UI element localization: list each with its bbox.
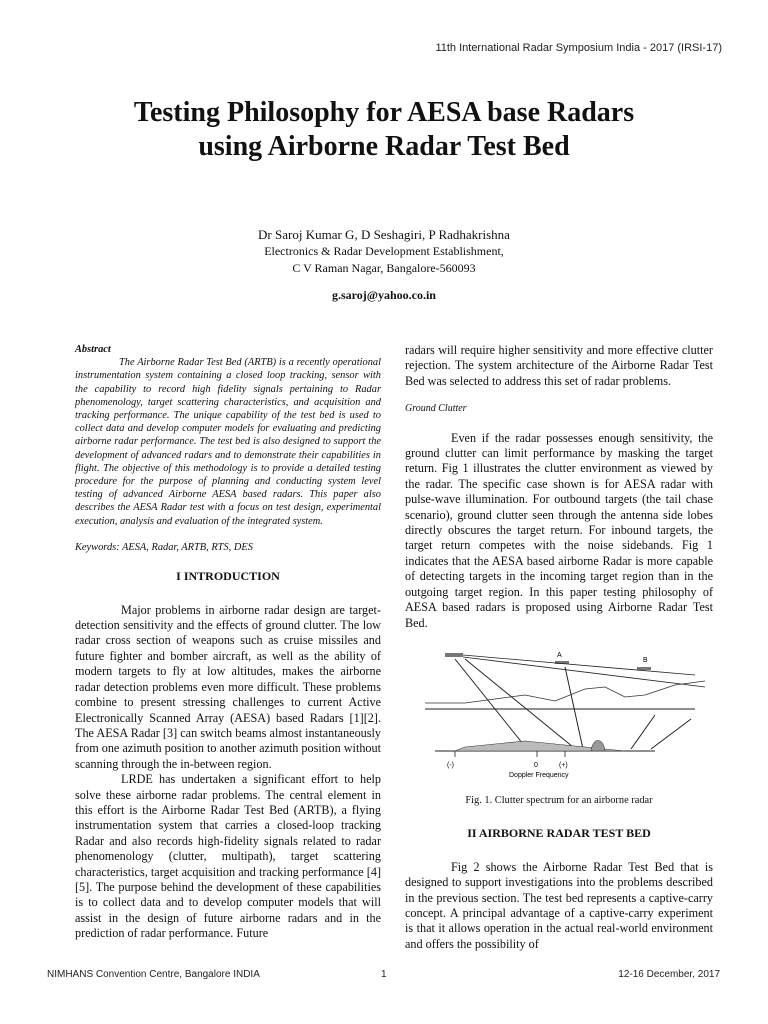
beam-ray-1 bbox=[455, 659, 527, 749]
intro-paragraph-2: LRDE has undertaken a significant effort to help solve these airborne radar problems. The central element in this effort is the Airborne Radar Test Bed (ARTB), a flying instrumentation system that carries a closed-loop tracking Radar and also records high-fidelity signals related to radar phenomenology (clutter, multipath), target scattering characteristics, target acquisition and tracking performance [4][5]. The purpose behind the development of these capabilities is to collect data and to develop computer models that will assist in the design of future airborne radars and in the prediction of radar performance. Future bbox=[75, 772, 381, 941]
beam-ray-5 bbox=[651, 719, 691, 749]
line-of-sight-a bbox=[463, 655, 695, 675]
paper-title bbox=[0, 96, 768, 164]
tick-label-zero: 0 bbox=[534, 761, 538, 769]
target-b-icon bbox=[637, 667, 651, 670]
mainlobe-clutter-peak bbox=[591, 740, 605, 751]
beam-ray-3 bbox=[565, 667, 583, 749]
title-line-2: using Airborne Radar Test Bed bbox=[198, 131, 570, 162]
section-heading-test-bed: II AIRBORNE RADAR TEST BED bbox=[467, 826, 651, 841]
footer-date: 12-16 December, 2017 bbox=[618, 969, 720, 980]
abstract-text: The Airborne Radar Test Bed (ARTB) is a recently operational instrumentation system containing a closed loop tracking, sensor with the capability to record high fidelity signals pertaining to Radar phenomenology, target scattering characteristics, and acquisition and tracking performance. The unique capability of the test bed is used to collect data and develop computer models for evaluating and predicting airborne radar performance. The test bed is also designed to support the development of advanced radars and to demonstrate their capabilities in flight. The objective of this methodology is to provide a detailed testing procedure for the purpose of planning and conducting system level testing of advanced Airborne AESA based radars. This paper also describes the AESA Radar test with a focus on test design, experimental execution, analysis and evaluation of the integrated system. bbox=[75, 357, 381, 527]
author-block bbox=[0, 226, 768, 277]
radar-aircraft-icon bbox=[445, 653, 463, 657]
clutter-diagram bbox=[405, 645, 713, 785]
figure-clutter-spectrum bbox=[405, 645, 713, 785]
intro-paragraph-1: Major problems in airborne radar design are target-detection sensitivity and the effects of ground clutter. The low radar cross section of weapons such as cruise missiles and future fighter and bomber aircraft, as well as the ability of modern targets to fly at low altitudes, makes the airborne radar detection problems even more difficult. These problems combine to present stressing challenges to current Active Electronically Scanned Array (AESA) based Radars [1][2]. The AESA Radar [3] can switch beams almost instantaneously from one azimuth position to another azimuth position without scanning through the in-between region. bbox=[75, 602, 381, 771]
figure-caption: Fig. 1. Clutter spectrum for an airborne radar bbox=[465, 794, 653, 806]
affiliation-line-2: C V Raman Nagar, Bangalore-560093 bbox=[292, 261, 476, 275]
terrain-profile bbox=[425, 681, 705, 703]
keywords: Keywords: AESA, Radar, ARTB, RTS, DES bbox=[75, 541, 253, 553]
line-of-sight-b bbox=[463, 657, 705, 687]
author-email: g.saroj@yahoo.co.in bbox=[332, 288, 436, 302]
tick-label-plus: (+) bbox=[559, 761, 568, 769]
doppler-axis-label: Doppler Frequency bbox=[509, 771, 569, 779]
testbed-paragraph: Fig 2 shows the Airborne Radar Test Bed that is designed to support investigations into the problems described in the previous section. The test bed represents a captive-carry concept. A principal advantage of a captive-carry experiment is that it allows operation in the actual real-world environment and offers the possibility of bbox=[405, 859, 713, 951]
title-line-1: Testing Philosophy for AESA base Radars bbox=[133, 97, 635, 128]
left-column bbox=[75, 343, 381, 942]
footer-page-number: 1 bbox=[381, 969, 387, 980]
subsection-heading-ground-clutter: Ground Clutter bbox=[405, 403, 467, 415]
abstract-label: Abstract bbox=[75, 344, 111, 355]
tick-label-minus: (-) bbox=[447, 761, 454, 769]
beam-ray-2 bbox=[465, 659, 573, 747]
continued-paragraph: radars will require higher sensitivity and more effective clutter rejection. The system architecture of the Airborne Radar Test Bed was selected to address this set of radar problems. bbox=[405, 343, 713, 388]
target-b-label: B bbox=[643, 656, 648, 664]
right-column bbox=[405, 343, 713, 952]
running-header: 11th International Radar Symposium India - 2017 (IRSI-17) bbox=[435, 42, 722, 54]
section-heading-introduction: I INTRODUCTION bbox=[176, 569, 280, 584]
author-names: Dr Saroj Kumar G, D Seshagiri, P Radhakrishna bbox=[258, 227, 510, 242]
beam-ray-4 bbox=[631, 715, 655, 749]
clutter-paragraph: Even if the radar possesses enough sensitivity, the ground clutter can limit performance by masking the target return. Fig 1 illustrates the clutter environment as viewed by the radar. The specific case shown is for AESA radar with pulse-wave illumination. For outbound targets (the tail chase scenario), ground clutter seen through the antenna side lobes directly obscures the target return. For inbound targets, the target return competes with the noise sidebands. Fig 1 indicates that the AESA based airborne Radar is more capable of detecting targets in the incoming target region than in the outgoing target region. In this paper testing philosophy of AESA based radars is proposed using Airborne Radar Test Bed. bbox=[405, 430, 713, 630]
affiliation-line-1: Electronics & Radar Development Establishment, bbox=[264, 244, 504, 258]
footer-venue: NIMHANS Convention Centre, Bangalore INDIA bbox=[47, 969, 260, 980]
target-a-label: A bbox=[557, 651, 562, 659]
abstract bbox=[75, 343, 381, 528]
